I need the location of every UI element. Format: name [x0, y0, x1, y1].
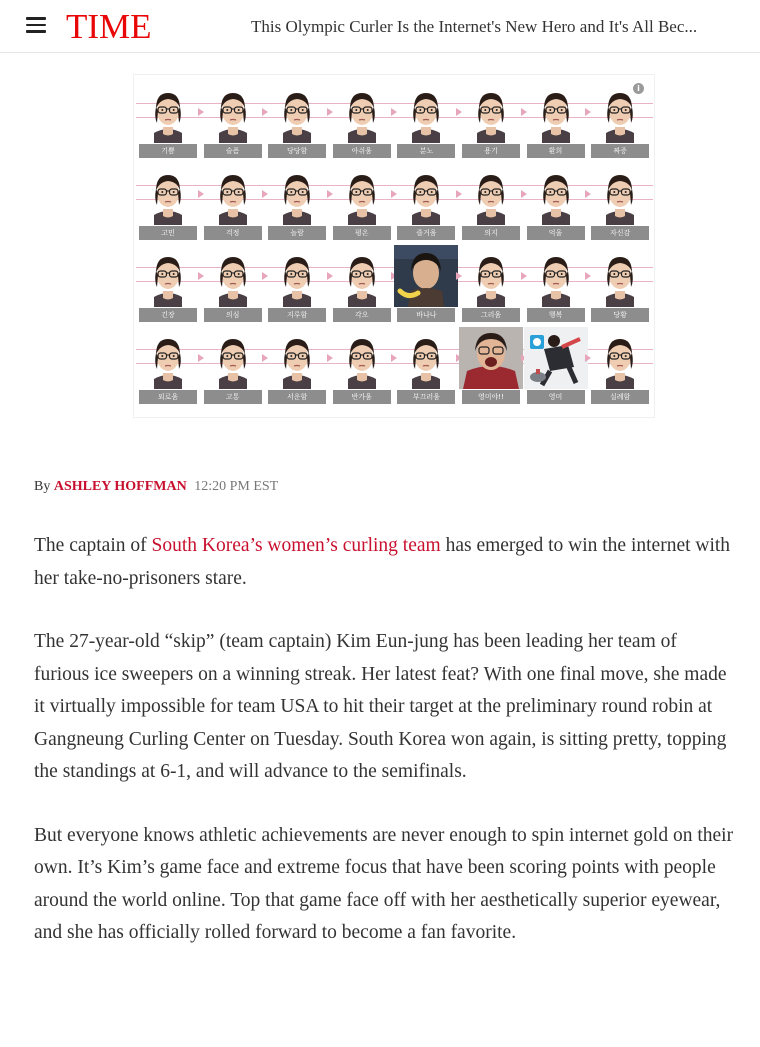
expression-cell [459, 81, 524, 163]
expression-label: 의심 [204, 308, 262, 322]
paragraph-3: But everyone knows athletic achievements are never enough to spin internet gold on their own. It’s Kim’s game face and extreme focus that have been scoring points with people around the world online. Top that game face off with her aesthetically superior eyewear, and she has officially rolled forward to become a fan favorite. [34, 824, 734, 943]
expression-cell [588, 163, 653, 245]
expression-label: 영미야!! [462, 390, 520, 404]
expression-label: 걱정 [204, 226, 262, 240]
expression-label: 환희 [527, 144, 585, 158]
article-body [34, 530, 734, 981]
expression-label: 자신감 [591, 226, 649, 240]
expression-label: 아쉬움 [333, 144, 391, 158]
expression-cell [524, 163, 589, 245]
byline [34, 478, 278, 496]
expression-label: 지루함 [268, 308, 326, 322]
expression-cell [136, 327, 201, 409]
expression-label: 당당함 [268, 144, 326, 158]
expression-label: 분노 [397, 144, 455, 158]
expression-label: 놀람 [268, 226, 326, 240]
expression-label: 부끄러움 [397, 390, 455, 404]
expression-cell [136, 163, 201, 245]
expression-cell [136, 245, 201, 327]
expression-label: 의지 [462, 226, 520, 240]
p1-text-after: has emerged to win the internet with her take-no-prisoners stare. [34, 535, 731, 589]
expression-cell [265, 245, 330, 327]
expression-cell [330, 163, 395, 245]
expression-label: 억울 [527, 226, 585, 240]
expression-cell [394, 163, 459, 245]
expression-grid [136, 81, 653, 409]
publish-time: 12:20 PM EST [194, 479, 279, 494]
p1-text-before: The captain of [34, 535, 152, 556]
expression-label: 외로움 [139, 390, 197, 404]
expression-label: 영미 [527, 390, 585, 404]
expression-cell [265, 327, 330, 409]
expression-cell [524, 327, 589, 409]
expression-cell [459, 163, 524, 245]
expression-cell [201, 81, 266, 163]
expression-cell [459, 327, 524, 409]
expression-cell [330, 81, 395, 163]
expression-label: 실례함 [591, 390, 649, 404]
expression-label: 그리움 [462, 308, 520, 322]
expression-label: 반가움 [333, 390, 391, 404]
expression-label: 당황 [591, 308, 649, 322]
expression-cell [330, 327, 395, 409]
expression-cell [394, 245, 459, 327]
expression-cell [588, 245, 653, 327]
expression-label: 서운함 [268, 390, 326, 404]
expression-label: 기쁨 [139, 144, 197, 158]
expression-cell [588, 327, 653, 409]
expression-label: 슬픔 [204, 144, 262, 158]
expression-cell [265, 163, 330, 245]
top-bar [0, 0, 760, 53]
expression-cell [394, 327, 459, 409]
expression-label: 바나나 [397, 308, 455, 322]
curling-team-link[interactable]: South Korea’s women’s curling team [151, 535, 441, 556]
byline-prefix: By [34, 479, 51, 494]
expression-cell [459, 245, 524, 327]
expression-label: 짜증 [591, 144, 649, 158]
expression-label: 고통 [204, 390, 262, 404]
time-logo[interactable]: TIME [66, 7, 152, 46]
hero-image [133, 74, 655, 418]
expression-label: 평온 [333, 226, 391, 240]
expression-cell [394, 81, 459, 163]
info-icon[interactable]: i [633, 83, 644, 94]
article-headline: This Olympic Curler Is the Internet's New Hero and It's All Bec... [251, 17, 698, 36]
expression-cell [265, 81, 330, 163]
expression-label: 즐거움 [397, 226, 455, 240]
expression-cell [136, 81, 201, 163]
author-link[interactable]: ASHLEY HOFFMAN [53, 479, 187, 494]
expression-label: 긴장 [139, 308, 197, 322]
expression-cell [330, 245, 395, 327]
paragraph-2: The 27-year-old “skip” (team captain) Kim Eun-jung has been leading her team of furious ice sweepers on a winning streak. Her latest feat? With one final move, she made it virtually impossible for team USA to hit their target at the preliminary round robin at Gangneung Curling Center on Tuesday. South Korea won again, is sitting pretty, topping the standings at 6-1, and will advance to the semifinals. [34, 631, 727, 782]
expression-label: 용기 [462, 144, 520, 158]
paragraph-1 [34, 530, 734, 595]
expression-cell [201, 163, 266, 245]
expression-label: 고민 [139, 226, 197, 240]
expression-label: 행복 [527, 308, 585, 322]
expression-cell [201, 245, 266, 327]
expression-cell [524, 81, 589, 163]
expression-cell [201, 327, 266, 409]
hamburger-menu-icon[interactable] [26, 17, 46, 33]
expression-label: 각오 [333, 308, 391, 322]
expression-cell [524, 245, 589, 327]
expression-cell [588, 81, 653, 163]
